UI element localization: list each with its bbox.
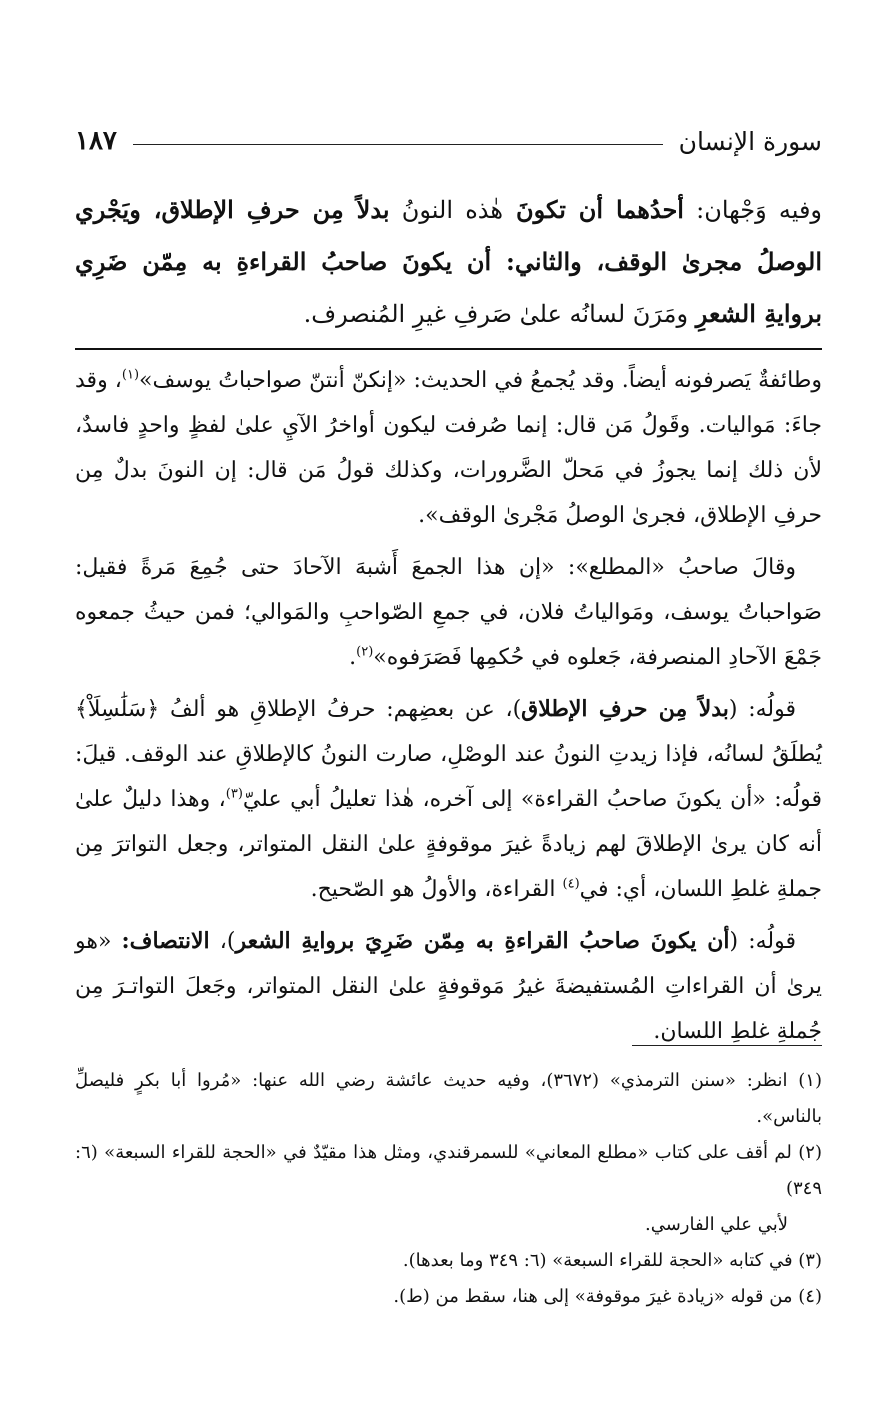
main-text-run: هٰذه النونُ <box>389 196 504 224</box>
commentary-run: . <box>349 645 357 670</box>
commentary-run: قولُه: ( <box>729 929 796 954</box>
commentary-run: وقالَ صاحبُ «المطلع»: «إن هذا الجمعَ أَشبهَ الآحادَ حتى جُمِعَ مَرةً فقيل: صَواحباتُ يوسف، ومَوالياتُ فلان، في جمعِ الصّواحبِ والمَوالي؛ فمن حيثُ جمعوه جَمْعَ الآحادِ المنصرفة، جَعلوه في حُكمِها فَصَرَفوه» <box>75 555 822 670</box>
commentary-run: «هو يرىٰ أن القراءاتِ المُستفيضةَ غيرُ مَوقوفةٍ علىٰ النقل المتواتر، وجَعلَ التواتـرَ مِن جُملةِ غلطِ اللسان. <box>75 929 822 1044</box>
commentary-paragraph <box>75 545 822 680</box>
main-text-bold: أحدُهما أن تكونَ <box>503 195 684 224</box>
commentary-paragraph <box>75 687 822 912</box>
commentary-paragraph <box>75 358 822 538</box>
commentary-run: وطائفةٌ يَصرفونه أيضاً. وقد يُجمعُ في الحديث: «إنكنّ أنتنّ صواحباتُ يوسف» <box>139 368 822 393</box>
page-number: ١٨٧ <box>75 126 117 156</box>
commentary <box>75 358 822 1061</box>
footnote-ref[interactable]: (٤) <box>562 876 580 892</box>
footnote-divider <box>632 1045 822 1046</box>
footnote-1: (١) انظر: «سنن الترمذي» (٣٦٧٢)، وفيه حديث عائشة رضي الله عنها: «مُروا أبا بكرٍ فليصلِّ بالناس». <box>75 1070 822 1127</box>
commentary-run: )، عن بعضِهم: حرفُ الإطلاقِ هو ألفُ ﴿سَلَٰسِلَاْ﴾ يُطلَقُ لسانُه، فإذا زيدتِ النونُ عند الوصْلِ، صارت النونُ كالإطلاقِ عند الوقف. قيلَ: قولُه: «أن يكونَ صاحبُ القراءة» إلى آخره، هٰذا تعليلُ أبي عليّ <box>75 697 823 812</box>
main-text-paragraph <box>75 184 822 340</box>
header-rule <box>133 144 663 145</box>
commentary-run: قولُه: ( <box>728 697 796 722</box>
quoted-lemma: أن يكونَ صاحبُ القراءةِ به مِمّن ضَرِيَ بروايةِ الشعر <box>235 928 730 954</box>
source-name: الانتصاف: <box>121 928 210 954</box>
main-text-divider <box>75 348 822 350</box>
commentary-run: ، وهذا دليلٌ علىٰ أنه كان يرىٰ الإطلاقَ لهم زيادةً غيرَ موقوفةٍ علىٰ النقل المتواتر، وجعل التواترَ مِن جملةِ غلطِ اللسان، أي: في <box>75 787 822 902</box>
surah-title: سورة الإنسان <box>678 126 822 156</box>
commentary-paragraph <box>75 919 822 1054</box>
footnote-ref[interactable]: (٣) <box>225 786 243 802</box>
commentary-run: )، <box>209 929 236 954</box>
commentary-run: ، وقد جاءَ: مَواليات. وقَولُ مَن قال: إنما صُرفت ليكون أواخرُ الآيِ علىٰ لفظٍ واحدٍ فاسدٌ، لأن ذلك إنما يجوزُ في مَحلّ الضَّرورات، وكذلك قولُ مَن قال: إن النونَ بدلٌ مِن حرفِ الإطلاق، فجرىٰ الوصلُ مَجْرىٰ الوقف». <box>75 368 822 528</box>
footnote-2: (٢) لم أقف على كتاب «مطلع المعاني» للسمرقندي، ومثل هذا مقيّدٌ في «الحجة للقراء السبعة» (٦: ٣٤٩) <box>75 1142 822 1199</box>
footnote-ref[interactable]: (١) <box>121 367 140 383</box>
main-text-run: ومَرَنَ لسانُه علىٰ صَرفِ غيرِ المُنصرف. <box>303 300 696 328</box>
footnote-2-continued: لأبي علي الفارسي. <box>645 1214 788 1235</box>
quoted-lemma: بدلاً مِن حرفِ الإطلاق <box>521 696 729 722</box>
book-page <box>75 118 822 1348</box>
running-header <box>75 118 822 164</box>
footnotes <box>75 1063 822 1315</box>
main-text-bold: بدلاً مِن حرفِ الإطلاق، ويَجْري الوصلُ مجرىٰ الوقف، والثاني: أن يكونَ صاحبُ القراءةِ به مِمّن ضَرِي بروايةِ الشعرِ <box>75 195 822 328</box>
commentary-run: القراءة، والأولُ هو الصّحيح. <box>310 877 563 902</box>
footnote-ref[interactable]: (٢) <box>356 644 374 660</box>
main-text <box>75 184 822 340</box>
main-text-run: وفيه وَجْهان: <box>683 196 823 224</box>
footnote-3: (٣) في كتابه «الحجة للقراء السبعة» (٦: ٣٤٩ وما بعدها). <box>402 1250 822 1271</box>
footnote-4: (٤) من قوله «زيادة غيرَ موقوفة» إلى هنا، سقط من (ط). <box>393 1286 822 1307</box>
